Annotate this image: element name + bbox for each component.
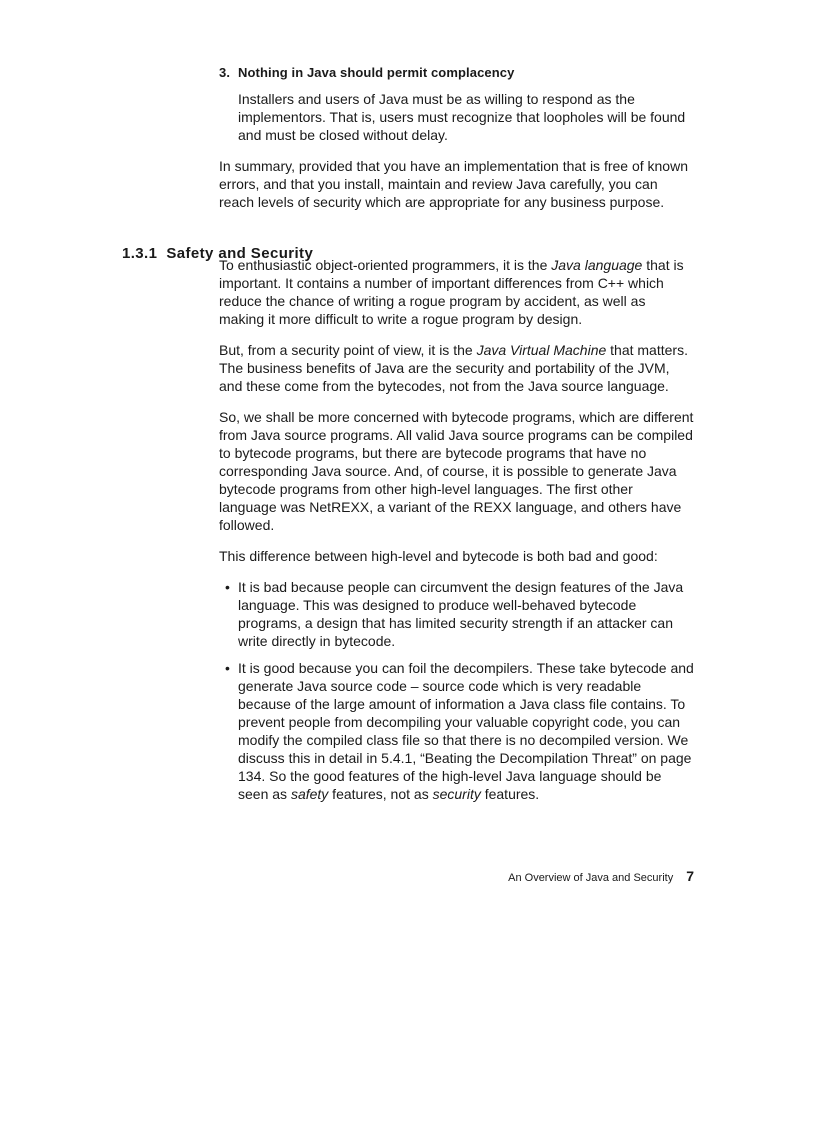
summary-paragraph: In summary, provided that you have an implementation that is free of known errors, and that you install, maintain and review Java carefully, you can reach levels of security which are appropriate for any business purpose.: [219, 158, 688, 210]
paragraph-2-text-b: that matters. The business benefits of Java are the security and portability of the JVM, and these come from the bytecodes, not from the Java source language.: [219, 342, 688, 394]
paragraph-1-text-b: that is important. It contains a number of important differences from C++ which reduce the chance of writing a rogue program by accident, as well as making it more difficult to write a rogue program by design.: [219, 257, 684, 327]
section-number: 1.3.1: [122, 245, 158, 263]
paragraph-1: [219, 256, 694, 328]
item-heading-text: Nothing in Java should permit complacency: [238, 65, 515, 80]
bullet-text-b: features, not as: [328, 786, 433, 802]
section-title: Safety and Security: [166, 245, 314, 263]
intro-block: [219, 64, 694, 211]
emphasis-java-language: Java language: [551, 257, 643, 273]
section-body: [219, 256, 694, 812]
emphasis-java-virtual-machine: Java Virtual Machine: [476, 342, 607, 358]
paragraph-4: This difference between high-level and bytecode is both bad and good:: [219, 548, 658, 564]
page-number: 7: [686, 868, 694, 884]
numbered-item-3: [219, 64, 694, 144]
bullet-text-c: features.: [480, 786, 540, 802]
list-item: [225, 659, 694, 803]
paragraph-2-text-a: But, from a security point of view, it is the: [219, 342, 477, 358]
paragraph-1-text-a: To enthusiastic object-oriented programmers, it is the: [219, 257, 552, 273]
item-number: 3.: [219, 65, 231, 80]
bullet-text-a: It is good because you can foil the decompilers. These take bytecode and generate Java source code – source code which is very readable because of the large amount of information a Java class file contains. To prevent people from decompiling your valuable copyright code, you can modify the compiled class file so that there is no decompiled version. We discuss this in detail in 5.4.1, “Beating the Decompilation Threat” on page 134. So the good features of the high-level Java language should be seen as: [238, 660, 694, 802]
paragraph-3: So, we shall be more concerned with bytecode programs, which are different from Java source programs. All valid Java source programs can be compiled to bytecode programs, but there are bytecode programs that have no corresponding Java source. And, of course, it is possible to generate Java bytecode programs from other high-level languages. The first other language was NetREXX, a variant of the REXX language, and others have followed.: [219, 409, 694, 533]
emphasis-security: security: [432, 786, 481, 802]
item-heading: [219, 64, 694, 82]
item-body: Installers and users of Java must be as willing to respond as the implementors. That is, users must recognize that loopholes will be found and must be closed without delay.: [238, 91, 686, 143]
emphasis-safety: safety: [290, 786, 329, 802]
footer-title: An Overview of Java and Security: [508, 872, 674, 884]
bullet-text: It is bad because people can circumvent the design features of the Java language. This was designed to produce well-behaved bytecode programs, a design that has limited security strength if an attacker can write directly in bytecode.: [238, 579, 684, 649]
bullet-icon: •: [225, 579, 230, 595]
list-item: [225, 578, 694, 650]
bullet-icon: •: [225, 660, 230, 676]
paragraph-2: [219, 341, 694, 395]
page-footer: [508, 868, 694, 884]
bullet-list: [219, 578, 694, 803]
